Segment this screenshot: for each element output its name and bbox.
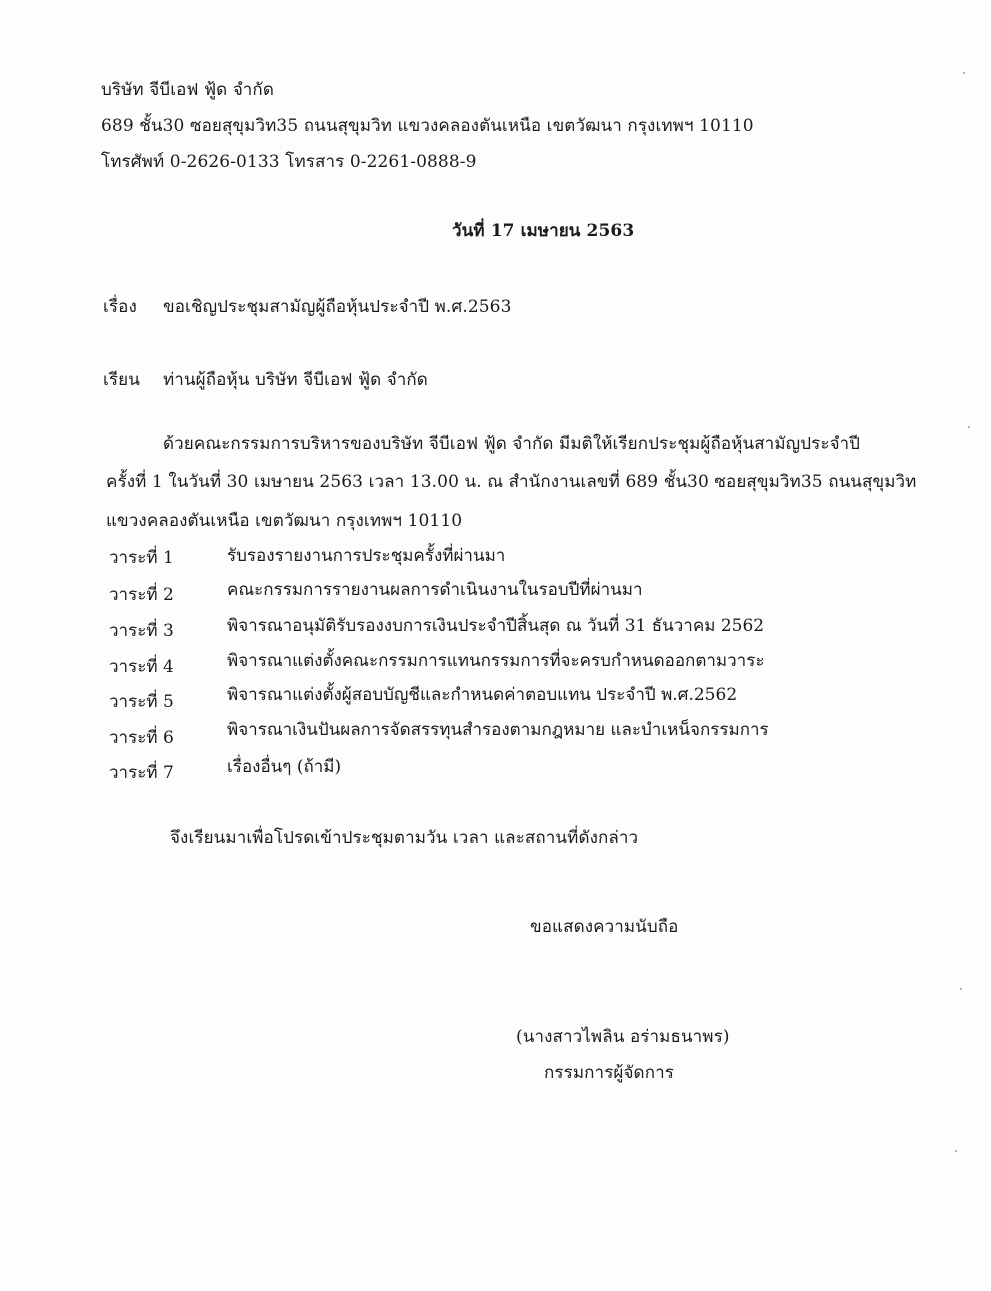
agenda-label: วาระที่ 2 [109, 585, 174, 605]
scan-speck [955, 1150, 957, 1152]
recipient-text: ท่านผู้ถือหุ้น บริษัท จีบีเอฟ ฟู้ด จำกัด [163, 370, 428, 390]
agenda-item-text: พิจารณาแต่งตั้งคณะกรรมการแทนกรรมการที่จะครบกำหนดออกตามวาระ [227, 651, 765, 671]
agenda-item-text: พิจารณาเงินปันผลการจัดสรรทุนสำรองตามกฎหมาย และบำเหน็จกรรมการ [227, 720, 769, 740]
agenda-item-text: รับรองรายงานการประชุมครั้งที่ผ่านมา [227, 546, 506, 566]
agenda-item-text: เรื่องอื่นๆ (ถ้ามี) [227, 757, 342, 777]
agenda-item-text: พิจารณาแต่งตั้งผู้สอบบัญชีและกำหนดค่าตอบแทน ประจำปี พ.ศ.2562 [227, 685, 738, 705]
company-address: 689 ชั้น30 ซอยสุขุมวิท35 ถนนสุขุมวิท แขวงคลองตันเหนือ เขตวัฒนา กรุงเทพฯ 10110 [101, 116, 754, 136]
scan-speck [968, 426, 970, 428]
company-name: บริษัท จีบีเอฟ ฟู้ด จำกัด [101, 80, 274, 100]
closing-text: จึงเรียนมาเพื่อโปรดเข้าประชุมตามวัน เวลา และสถานที่ดังกล่าว [170, 828, 639, 848]
agenda-label: วาระที่ 4 [109, 657, 174, 677]
scan-speck [960, 988, 962, 990]
recipient-label: เรียน [103, 370, 140, 390]
body-line-3: แขวงคลองตันเหนือ เขตวัฒนา กรุงเทพฯ 10110 [106, 511, 463, 531]
agenda-item-text: คณะกรรมการรายงานผลการดำเนินงานในรอบปีที่ผ่านมา [227, 580, 643, 600]
subject-label: เรื่อง [103, 297, 137, 317]
agenda-label: วาระที่ 1 [109, 548, 174, 568]
agenda-label: วาระที่ 5 [109, 692, 174, 712]
company-contact: โทรศัพท์ 0-2626-0133 โทรสาร 0-2261-0888-9 [101, 152, 477, 172]
letter-date: วันที่ 17 เมษายน 2563 [452, 221, 635, 241]
body-line-1: ด้วยคณะกรรมการบริหารของบริษัท จีบีเอฟ ฟู้ด จำกัด มีมติให้เรียกประชุมผู้ถือหุ้นสามัญประจำปี [163, 434, 861, 454]
body-line-2: ครั้งที่ 1 ในวันที่ 30 เมษายน 2563 เวลา 13.00 น. ณ สำนักงานเลขที่ 689 ชั้น30 ซอยสุขุมวิท35 ถนนสุขุมวิท [106, 472, 917, 492]
subject-text: ขอเชิญประชุมสามัญผู้ถือหุ้นประจำปี พ.ศ.2563 [163, 297, 512, 317]
regards-text: ขอแสดงความนับถือ [530, 917, 679, 937]
signatory-position: กรรมการผู้จัดการ [544, 1063, 674, 1083]
scan-speck [963, 72, 965, 74]
signatory-name: (นางสาวไพลิน อร่ามธนาพร) [516, 1027, 730, 1047]
agenda-label: วาระที่ 3 [109, 621, 174, 641]
agenda-label: วาระที่ 7 [109, 763, 174, 783]
agenda-item-text: พิจารณาอนุมัติรับรองงบการเงินประจำปีสิ้นสุด ณ วันที่ 31 ธันวาคม 2562 [227, 616, 765, 636]
agenda-label: วาระที่ 6 [109, 728, 174, 748]
